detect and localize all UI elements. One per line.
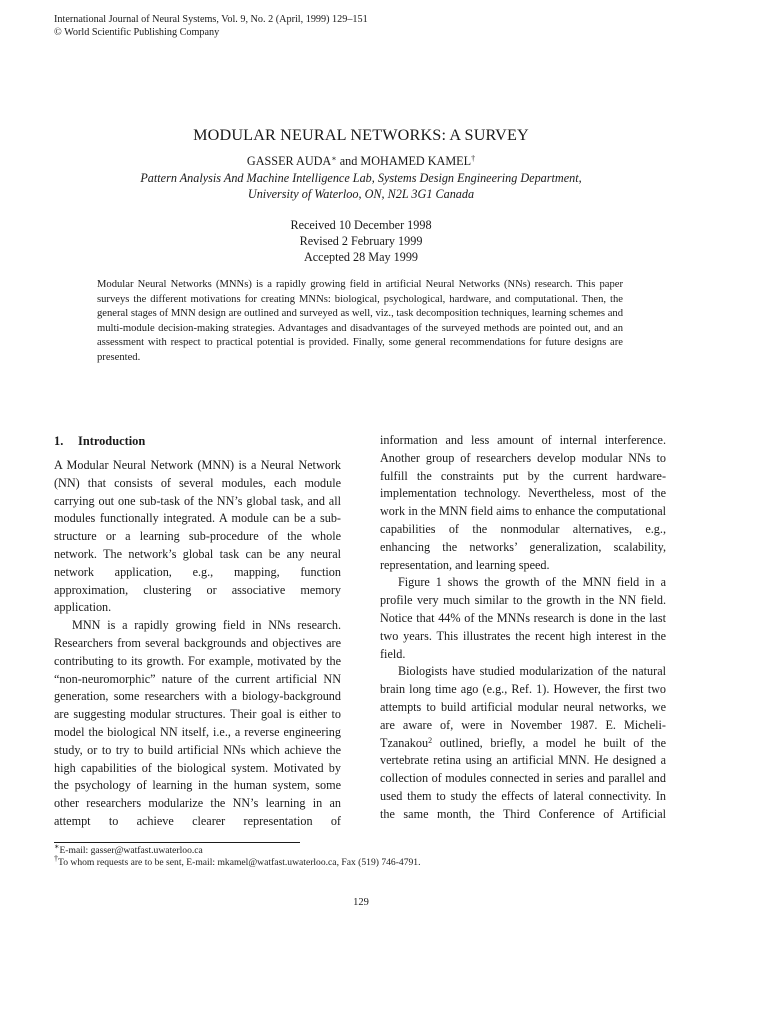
received-date: Received 10 December 1998 xyxy=(290,218,432,232)
reference-marker: 2 xyxy=(428,735,433,745)
section-title: Introduction xyxy=(78,434,146,448)
journal-citation: International Journal of Neural Systems, Vol. 9, No. 2 (April, 1999) 129–151 xyxy=(54,14,368,25)
abstract-text: Modular Neural Networks (MNNs) is a rapidly growing field in artificial Neural Networks (NNs) research. This paper surveys the different motivations for creating MNNs: biological, psychological, hardware, and computational. Then, the general stages of MNN design are outlined and surveyed as well, viz., task decomposition techniques, learning schemes and multi-module decision-making strategies. Advantages and disadvantages of the surveyed methods are pointed out, and an assessment with respect to practical potential is provided. Finally, some general recommendations for future designs are presented. xyxy=(97,279,623,363)
page-number: 129 xyxy=(353,897,369,908)
footnote-marker: † xyxy=(54,854,58,863)
author-connector: and xyxy=(336,154,361,168)
author-name: GASSER AUDA xyxy=(246,154,332,168)
footnote-marker: ∗ xyxy=(54,842,60,851)
footnote-rule xyxy=(54,842,300,843)
section-number: 1. xyxy=(54,434,64,448)
footnote-text: E-mail: gasser@watfast.uwaterloo.ca xyxy=(59,845,203,856)
body-paragraph: A Modular Neural Network (MNN) is a Neural Network (NN) that consists of several modules, each module carrying out one sub-task of the NN’s global task, and all modules functionally integrated. A module can be a sub-structure or a learning sub-procedure of the whole network. The network’s global task can be any neural network application, e.g., mapping, function approximation, clustering or associative memory application. xyxy=(54,458,341,615)
footnote-text: To whom requests are to be sent, E-mail: mkamel@watfast.uwaterloo.ca, Fax (519) 746-4791. xyxy=(58,857,421,868)
copyright-line: © World Scientific Publishing Company xyxy=(54,27,220,38)
revised-date: Revised 2 February 1999 xyxy=(299,234,423,248)
body-paragraph xyxy=(380,663,666,823)
affiliation-line: Pattern Analysis And Machine Intelligence Lab, Systems Design Engineering Department, xyxy=(140,171,582,185)
paragraph-text: Biologists have studied modularization of the natural brain long time ago (e.g., Ref. 1). However, the first two attempts to build artificial modular neural networks, we are aware of, were in November 1987. E. Micheli-Tzanakou xyxy=(380,664,666,750)
footnote-marker: † xyxy=(471,154,476,163)
section-heading xyxy=(54,434,145,449)
body-paragraph: information and less amount of internal interference. Another group of researchers develop modular NNs to fulfill the constraints put by the current hardware-implementation technology. Nevertheless, most of the work in the MNN field aims to enhance the computational capabilities of the nonmodular alternatives, e.g., enhancing the networks’ generalization, scalability, representation, and learning speed. xyxy=(380,433,666,572)
footnote xyxy=(54,842,203,857)
paper-title: MODULAR NEURAL NETWORKS: A SURVEY xyxy=(193,126,529,144)
author-line xyxy=(0,154,722,169)
abstract xyxy=(97,278,623,365)
author-name: MOHAMED KAMEL xyxy=(360,154,472,168)
body-paragraph: Figure 1 shows the growth of the MNN field in a profile very much similar to the growth in the NN field. Notice that 44% of the MNNs research is done in the last two years. This illustrates the recent high interest in the field. xyxy=(380,575,666,661)
left-column xyxy=(54,457,341,831)
footnote xyxy=(54,854,421,869)
affiliation-line: University of Waterloo, ON, N2L 3G1 Canada xyxy=(247,187,475,201)
accepted-date: Accepted 28 May 1999 xyxy=(303,250,419,264)
paragraph-text: outlined, briefly, a model he built of the vertebrate retina using an artificial MNN. He designed a collection of modules connected in series and parallel and used them to study the effects of lateral connectivity. In the same month, the Third Conference of Artificial xyxy=(380,735,666,821)
body-paragraph: MNN is a rapidly growing field in NNs research. Researchers from several backgrounds and objectives are contributing to its growth. For example, motivated by the “non-neuromorphic” nature of the current artificial NN generation, some researchers with a biology-background are suggesting modular structures. Their goal is either to model the biological NN itself, i.e., a reverse engineering study, or to try to build artificial NNs which achieve the high capabilities of the biological system. Motivated by the psychology of learning in the human system, some other researchers modularize the NN’s learning in an attempt to achieve clearer representation of xyxy=(54,618,341,828)
footnote-marker: ∗ xyxy=(331,154,337,163)
right-column xyxy=(380,432,666,824)
